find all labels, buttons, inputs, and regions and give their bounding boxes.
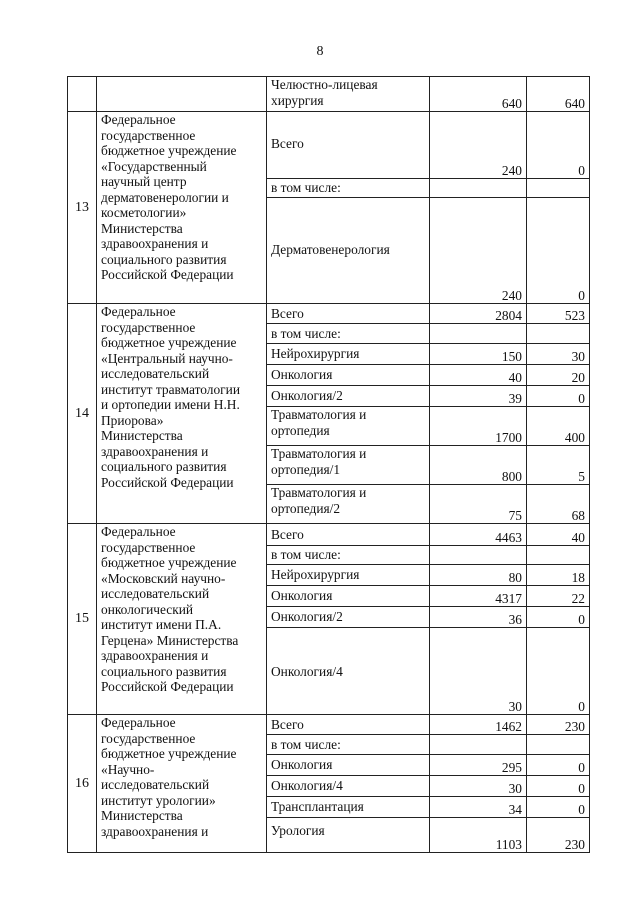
- value-cell: 1462: [430, 715, 527, 735]
- value-cell: 640: [430, 77, 527, 112]
- value-cell: 0: [527, 112, 590, 179]
- organization-name: Федеральное государственное бюджетное учреждение «Московский научно- исследовательский онкологический институт имени П.А. Герцена» Министерства здравоохранения и социального развития Российской Федерации: [97, 524, 267, 715]
- organization-name: Федеральное государственное бюджетное учреждение «Научно- исследовательский институт урологии» Министерства здравоохранения и: [97, 715, 267, 853]
- value-cell: 2804: [430, 304, 527, 324]
- quota-table: [67, 76, 590, 853]
- profile-cell: Трансплантация: [267, 797, 430, 818]
- profile-cell: Всего: [267, 524, 430, 546]
- profile-cell: Челюстно-лицевая хирургия: [267, 77, 430, 112]
- value-cell: 75: [430, 485, 527, 524]
- value-cell: 20: [527, 365, 590, 386]
- value-cell: [430, 324, 527, 344]
- value-cell: 240: [430, 198, 527, 304]
- value-cell: [430, 179, 527, 198]
- row-number: 13: [68, 112, 97, 304]
- profile-cell: Онкология/2: [267, 386, 430, 407]
- value-cell: 30: [430, 776, 527, 797]
- profile-cell: в том числе:: [267, 324, 430, 344]
- profile-cell: Онкология/2: [267, 607, 430, 628]
- value-cell: 230: [527, 715, 590, 735]
- value-cell: 523: [527, 304, 590, 324]
- row-number: 14: [68, 304, 97, 524]
- profile-cell: Травматология и ортопедия: [267, 407, 430, 446]
- value-cell: 68: [527, 485, 590, 524]
- value-cell: [527, 324, 590, 344]
- value-cell: 1103: [430, 818, 527, 853]
- value-cell: 0: [527, 198, 590, 304]
- profile-cell: Травматология и ортопедия/1: [267, 446, 430, 485]
- value-cell: 40: [527, 524, 590, 546]
- profile-cell: Онкология/4: [267, 776, 430, 797]
- profile-cell: Урология: [267, 818, 430, 853]
- value-cell: 4317: [430, 586, 527, 607]
- value-cell: 36: [430, 607, 527, 628]
- value-cell: 230: [527, 818, 590, 853]
- value-cell: 0: [527, 755, 590, 776]
- value-cell: [527, 546, 590, 565]
- value-cell: 0: [527, 607, 590, 628]
- profile-cell: в том числе:: [267, 735, 430, 755]
- profile-cell: Онкология: [267, 365, 430, 386]
- value-cell: 400: [527, 407, 590, 446]
- profile-cell: Нейрохирургия: [267, 344, 430, 365]
- profile-cell: Травматология и ортопедия/2: [267, 485, 430, 524]
- value-cell: 0: [527, 776, 590, 797]
- profile-cell: Всего: [267, 715, 430, 735]
- value-cell: 640: [527, 77, 590, 112]
- profile-cell: Всего: [267, 112, 430, 179]
- value-cell: 4463: [430, 524, 527, 546]
- profile-cell: Онкология/4: [267, 628, 430, 715]
- value-cell: 40: [430, 365, 527, 386]
- table-row: [68, 524, 590, 546]
- value-cell: [527, 179, 590, 198]
- profile-cell: Дерматовенерология: [267, 198, 430, 304]
- value-cell: 240: [430, 112, 527, 179]
- value-cell: 800: [430, 446, 527, 485]
- organization-cell: [97, 77, 267, 112]
- row-number: 15: [68, 524, 97, 715]
- value-cell: 150: [430, 344, 527, 365]
- profile-cell: в том числе:: [267, 179, 430, 198]
- value-cell: [527, 735, 590, 755]
- value-cell: [430, 546, 527, 565]
- row-number: 16: [68, 715, 97, 853]
- value-cell: 30: [527, 344, 590, 365]
- page-number: 8: [316, 44, 324, 59]
- value-cell: 18: [527, 565, 590, 586]
- value-cell: 30: [430, 628, 527, 715]
- table-row: [68, 112, 590, 179]
- table-row: [68, 77, 590, 112]
- profile-cell: Онкология: [267, 755, 430, 776]
- value-cell: 39: [430, 386, 527, 407]
- organization-name: Федеральное государственное бюджетное учреждение «Государственный научный центр дерматовенерологии и косметологии» Министерства здравоохранения и социального развития Российской Федерации: [97, 112, 267, 304]
- profile-cell: в том числе:: [267, 546, 430, 565]
- value-cell: 0: [527, 628, 590, 715]
- profile-cell: Онкология: [267, 586, 430, 607]
- table-row: [68, 304, 590, 324]
- profile-cell: Нейрохирургия: [267, 565, 430, 586]
- value-cell: 34: [430, 797, 527, 818]
- value-cell: 0: [527, 386, 590, 407]
- value-cell: 80: [430, 565, 527, 586]
- value-cell: [430, 735, 527, 755]
- value-cell: 5: [527, 446, 590, 485]
- profile-cell: Всего: [267, 304, 430, 324]
- value-cell: 1700: [430, 407, 527, 446]
- organization-name: Федеральное государственное бюджетное учреждение «Центральный научно- исследовательский институт травматологии и ортопедии имени Н.Н. Приорова» Министерства здравоохранения и социального развития Российской Федерации: [97, 304, 267, 524]
- value-cell: 295: [430, 755, 527, 776]
- value-cell: 0: [527, 797, 590, 818]
- table-row: [68, 715, 590, 735]
- number-cell: [68, 77, 97, 112]
- value-cell: 22: [527, 586, 590, 607]
